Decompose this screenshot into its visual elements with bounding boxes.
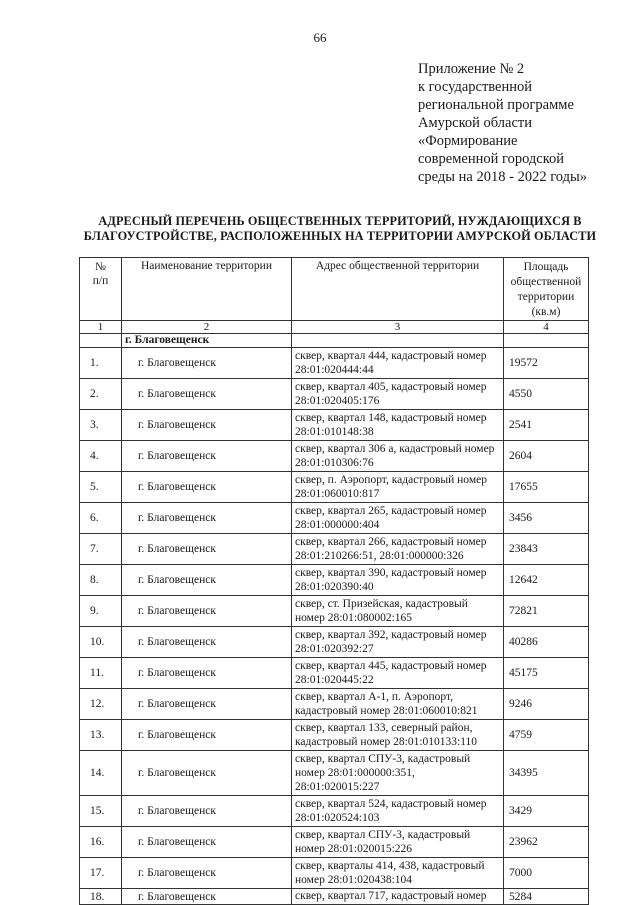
table-row xyxy=(80,472,589,503)
territory-name-cell: г. Благовещенск xyxy=(122,720,292,751)
city-group-empty-cell xyxy=(80,334,122,348)
territory-address-cell: сквер, квартал 133, северный район, кадастровый номер 28:01:010133:110 xyxy=(292,720,504,751)
territory-address-cell: сквер, квартал 524, кадастровый номер 28:01:020524:103 xyxy=(292,796,504,827)
table-row xyxy=(80,596,589,627)
territory-address-cell: сквер, квартал СПУ-3, кадастровый номер 28:01:000000:351, 28:01:020015:227 xyxy=(292,751,504,796)
territory-name-cell: г. Благовещенск xyxy=(122,472,292,503)
page-number: 66 xyxy=(313,30,327,45)
header-number-symbol: № xyxy=(95,261,106,273)
territory-area-cell: 72821 xyxy=(504,596,589,627)
table-row xyxy=(80,720,589,751)
row-number-cell: 16. xyxy=(80,827,122,858)
table-row xyxy=(80,503,589,534)
row-number-cell: 4. xyxy=(80,441,122,472)
city-group-empty-cell xyxy=(504,334,589,348)
territory-address-cell: сквер, квартал 392, кадастровый номер 28:01:020392:27 xyxy=(292,627,504,658)
territory-name-cell: г. Благовещенск xyxy=(122,441,292,472)
column-number: 1 xyxy=(80,321,122,334)
territory-name-cell: г. Благовещенск xyxy=(122,596,292,627)
appendix-line: к государственной xyxy=(418,79,533,95)
row-number-cell: 15. xyxy=(80,796,122,827)
row-number-cell: 6. xyxy=(80,503,122,534)
territory-name-cell: г. Благовещенск xyxy=(122,503,292,534)
territory-area-cell: 40286 xyxy=(504,627,589,658)
row-number-cell: 12. xyxy=(80,689,122,720)
appendix-block xyxy=(418,60,633,186)
territory-address-cell: сквер, квартал 266, кадастровый номер 28:01:210266:51, 28:01:000000:326 xyxy=(292,534,504,565)
territory-name-cell: г. Благовещенск xyxy=(122,627,292,658)
territory-name-cell: г. Благовещенск xyxy=(122,751,292,796)
territory-address-cell: сквер, квартал 444, кадастровый номер 28:01:020444:44 xyxy=(292,348,504,379)
territory-address-cell: сквер, квартал 717, кадастровый номер xyxy=(292,889,504,905)
territory-name-cell: г. Благовещенск xyxy=(122,858,292,889)
territory-name-cell: г. Благовещенск xyxy=(122,689,292,720)
territory-name-cell: г. Благовещенск xyxy=(122,658,292,689)
header-territory-name: Наименование территории xyxy=(122,258,292,321)
table-row xyxy=(80,348,589,379)
table-row xyxy=(80,534,589,565)
territory-area-cell: 4550 xyxy=(504,379,589,410)
row-number-cell: 8. xyxy=(80,565,122,596)
table-row xyxy=(80,858,589,889)
territory-name-cell: г. Благовещенск xyxy=(122,565,292,596)
territory-address-cell: сквер, квартал СПУ-3, кадастровый номер 28:01:020015:226 xyxy=(292,827,504,858)
table-row xyxy=(80,889,589,905)
territories-table xyxy=(79,257,589,905)
city-group-row xyxy=(80,334,589,348)
territory-address-cell: сквер, кварталы 414, 438, кадастровый номер 28:01:020438:104 xyxy=(292,858,504,889)
territory-area-cell: 7000 xyxy=(504,858,589,889)
territory-name-cell: г. Благовещенск xyxy=(122,796,292,827)
appendix-line: «Формирование xyxy=(418,133,518,149)
row-number-cell: 9. xyxy=(80,596,122,627)
territory-address-cell: сквер, квартал 148, кадастровый номер 28:01:010148:38 xyxy=(292,410,504,441)
row-number-cell: 5. xyxy=(80,472,122,503)
territory-area-cell: 45175 xyxy=(504,658,589,689)
table-row xyxy=(80,658,589,689)
header-territory-address: Адрес общественной территории xyxy=(292,258,504,321)
document-title xyxy=(80,214,600,244)
territory-address-cell: сквер, ст. Призейская, кадастровый номер 28:01:080002:165 xyxy=(292,596,504,627)
table-row xyxy=(80,627,589,658)
territory-area-cell: 2604 xyxy=(504,441,589,472)
appendix-line: региональной программе xyxy=(418,97,574,113)
table-row xyxy=(80,751,589,796)
row-number-cell: 1. xyxy=(80,348,122,379)
territory-address-cell: сквер, квартал 390, кадастровый номер 28:01:020390:40 xyxy=(292,565,504,596)
table-row xyxy=(80,379,589,410)
row-number-cell: 13. xyxy=(80,720,122,751)
row-number-cell: 18. xyxy=(80,889,122,905)
appendix-line: среды на 2018 - 2022 годы» xyxy=(418,169,587,185)
territory-area-cell: 5284 xyxy=(504,889,589,905)
territory-address-cell: сквер, п. Аэропорт, кадастровый номер 28:01:060010:817 xyxy=(292,472,504,503)
city-group-empty-cell xyxy=(292,334,504,348)
territory-area-cell: 17655 xyxy=(504,472,589,503)
territory-area-cell: 2541 xyxy=(504,410,589,441)
table-row xyxy=(80,441,589,472)
document-title-line: БЛАГОУСТРОЙСТВЕ, РАСПОЛОЖЕННЫХ НА ТЕРРИТОРИИ АМУРСКОЙ ОБЛАСТИ xyxy=(83,229,597,243)
appendix-line: Приложение № 2 xyxy=(418,61,525,77)
table-row xyxy=(80,565,589,596)
table-row xyxy=(80,827,589,858)
territory-address-cell: сквер, квартал 265, кадастровый номер 28:01:000000:404 xyxy=(292,503,504,534)
territory-name-cell: г. Благовещенск xyxy=(122,379,292,410)
row-number-cell: 2. xyxy=(80,379,122,410)
territory-area-cell: 23962 xyxy=(504,827,589,858)
table-row xyxy=(80,410,589,441)
territory-name-cell: г. Благовещенск xyxy=(122,534,292,565)
document-title-line: АДРЕСНЫЙ ПЕРЕЧЕНЬ ОБЩЕСТВЕННЫХ ТЕРРИТОРИЙ, НУЖДАЮЩИХСЯ В xyxy=(98,214,582,228)
header-number-abbr: п/п xyxy=(92,275,109,287)
header-number xyxy=(80,258,122,321)
column-number: 2 xyxy=(122,321,292,334)
column-number: 3 xyxy=(292,321,504,334)
territory-name-cell: г. Благовещенск xyxy=(122,827,292,858)
territory-address-cell: сквер, квартал А-1, п. Аэропорт, кадастровый номер 28:01:060010:821 xyxy=(292,689,504,720)
appendix-line: Амурской области xyxy=(418,115,532,131)
table-header-row xyxy=(80,258,589,321)
header-territory-area: Площадь общественной территории (кв.м) xyxy=(504,258,589,321)
territory-area-cell: 34395 xyxy=(504,751,589,796)
territory-area-cell: 23843 xyxy=(504,534,589,565)
table-row xyxy=(80,689,589,720)
row-number-cell: 10. xyxy=(80,627,122,658)
table-row xyxy=(80,796,589,827)
territory-address-cell: сквер, квартал 445, кадастровый номер 28:01:020445:22 xyxy=(292,658,504,689)
territory-area-cell: 9246 xyxy=(504,689,589,720)
territory-area-cell: 12642 xyxy=(504,565,589,596)
column-number-row xyxy=(80,321,589,334)
territory-name-cell: г. Благовещенск xyxy=(122,889,292,905)
territory-name-cell: г. Благовещенск xyxy=(122,410,292,441)
territory-area-cell: 19572 xyxy=(504,348,589,379)
territory-name-cell: г. Благовещенск xyxy=(122,348,292,379)
row-number-cell: 14. xyxy=(80,751,122,796)
territory-area-cell: 3429 xyxy=(504,796,589,827)
territory-area-cell: 3456 xyxy=(504,503,589,534)
territory-area-cell: 4759 xyxy=(504,720,589,751)
city-group-label: г. Благовещенск xyxy=(122,334,292,348)
territory-address-cell: сквер, квартал 405, кадастровый номер 28:01:020405:176 xyxy=(292,379,504,410)
column-number: 4 xyxy=(504,321,589,334)
appendix-line: современной городской xyxy=(418,151,565,167)
row-number-cell: 7. xyxy=(80,534,122,565)
row-number-cell: 17. xyxy=(80,858,122,889)
row-number-cell: 11. xyxy=(80,658,122,689)
row-number-cell: 3. xyxy=(80,410,122,441)
territory-address-cell: сквер, квартал 306 а, кадастровый номер 28:01:010306:76 xyxy=(292,441,504,472)
